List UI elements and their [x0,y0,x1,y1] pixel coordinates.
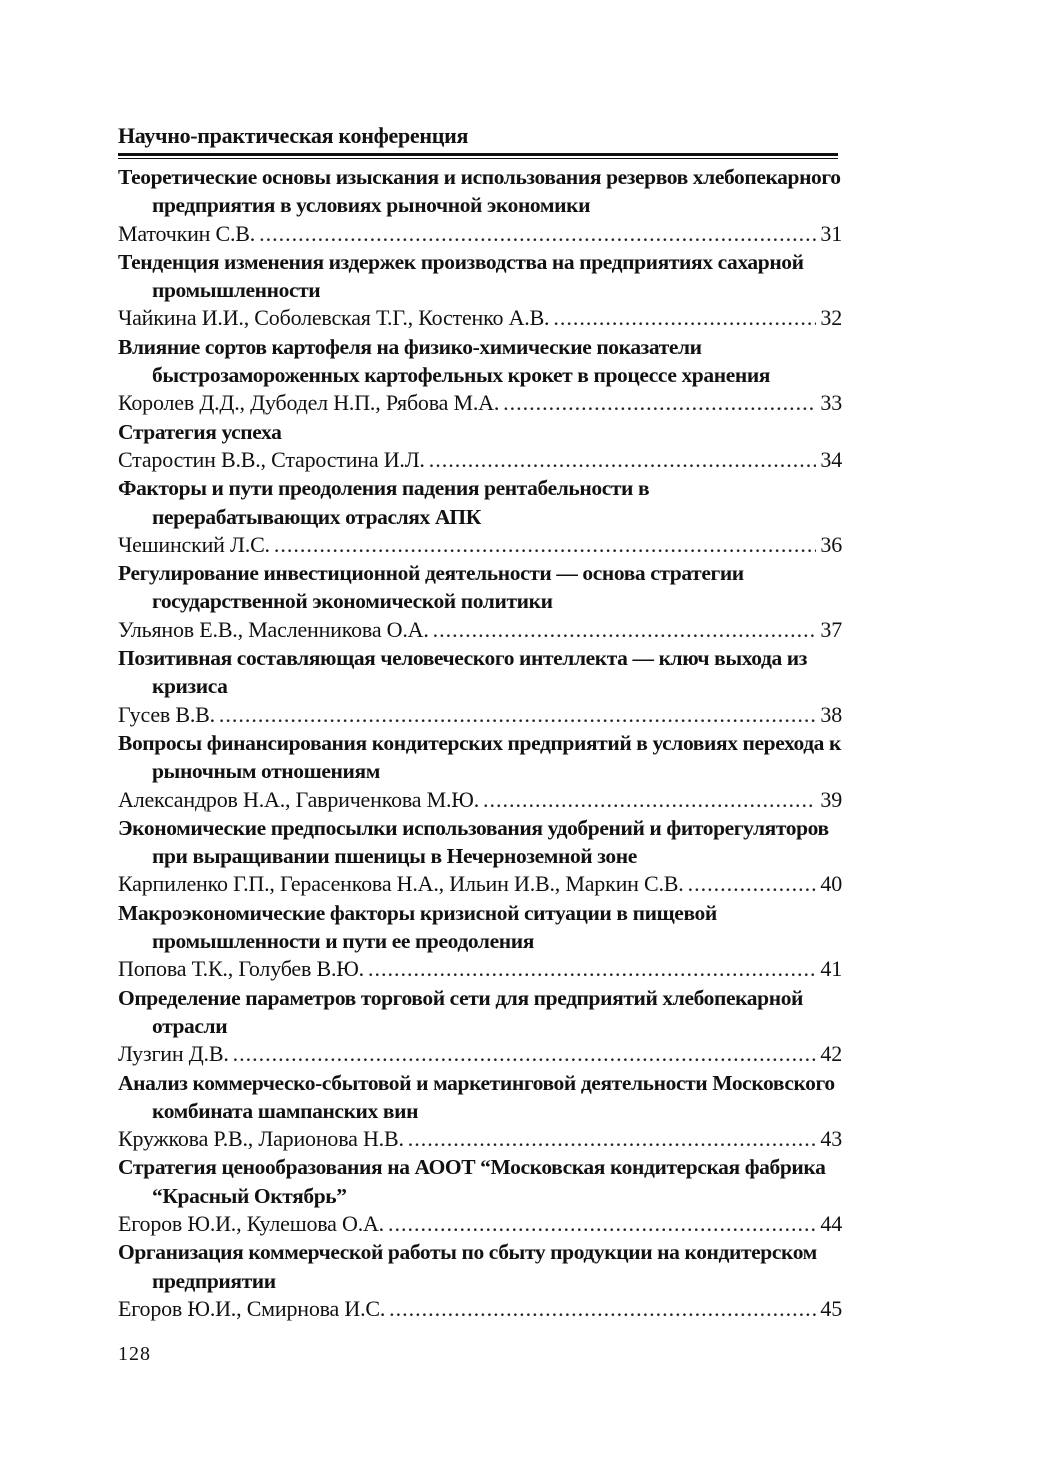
page-number: 128 [118,1343,151,1365]
toc-entry-author-line [118,786,842,814]
dot-leader [408,1125,817,1153]
toc-entry-page: 41 [820,956,842,982]
toc-entry-title: Определение параметров торговой сети для предприятий хлебопекарной отрасли [118,985,804,1038]
toc-entry-page: 37 [820,616,842,642]
toc-entry-page: 33 [820,390,842,416]
toc-entry-authors: Чайкина И.И., Соболевская Т.Г., Костенко А.В. [118,305,550,331]
toc-entry-page: 40 [820,871,842,897]
toc-entry [118,559,842,644]
toc-entry-title: Экономические предпосылки использования удобрений и фиторегуляторов при выращивании пшеницы в Нечерноземной зоне [118,815,829,869]
toc-entry-title: Регулирование инвестиционной деятельности — основа стратегии государственной экономической политики [118,561,744,614]
dot-leader [259,220,816,248]
toc-entry-author-line [118,1295,842,1323]
toc-entry-title: Позитивная составляющая человеческого интеллекта — ключ выхода из кризиса [118,646,808,699]
toc-entry-author-line [118,701,842,729]
dot-leader [219,701,816,729]
toc-entry-page: 38 [820,701,842,727]
toc-entry-title: Факторы и пути преодоления падения рентабельности в перерабатывающих отраслях АПК [118,476,650,529]
toc-entry-title: Стратегия ценообразования на АООТ “Московская кондитерская фабрика “Красный Октябрь” [118,1155,826,1208]
dot-leader [233,1040,817,1068]
toc-entry-author-line [118,1040,842,1068]
toc-entry [118,814,842,899]
toc-entry-author-line [118,870,842,898]
toc-entry-authors: Королев Д.Д., Дубодел Н.П., Рябова М.А. [118,390,500,416]
conference-title: Научно-практическая конференция [118,123,469,148]
toc-entry-authors: Кружкова Р.В., Ларионова Н.В. [118,1126,404,1152]
toc-entry-author-line [118,955,842,983]
toc-entry [118,1069,842,1154]
toc-entry-page: 32 [820,305,842,331]
toc-entry-title: Тенденция изменения издержек производства на предприятиях сахарной промышленности [118,249,804,303]
dot-leader [503,389,816,417]
toc-entry-author-line [118,220,842,248]
toc-entry-author-line [118,446,842,474]
toc-entry [118,984,842,1069]
toc-entry-author-line [118,531,842,559]
toc-entry-title: Теоретические основы изыскания и использования резервов хлебопекарного предприятия в условиях рыночной экономики [118,165,841,218]
toc-entry-title: Вопросы финансирования кондитерских предприятий в условиях перехода к рыночным отношениям [118,730,841,784]
dot-leader [429,446,817,474]
toc-entry [118,729,842,814]
toc-entry [118,1238,842,1323]
toc-entry-page: 36 [820,531,842,557]
toc-entry [118,333,842,418]
dot-leader [389,1295,816,1323]
dot-leader [368,955,816,983]
toc-entry-page: 34 [820,446,842,472]
toc-entry-author-line [118,304,842,332]
toc-entry [118,474,842,559]
toc-entry-authors: Гусев В.В. [118,701,215,727]
dot-leader [274,531,817,559]
dot-leader [433,616,817,644]
toc-entry-author-line [118,616,842,644]
running-header [118,122,838,159]
toc-entry [118,418,842,475]
toc-entry-authors: Карпиленко Г.П., Герасенкова Н.А., Ильин И.В., Маркин С.В. [118,871,684,897]
dot-leader [553,304,816,332]
toc-entry-authors: Маточкин С.В. [118,220,256,246]
toc-entry-page: 43 [820,1126,842,1152]
toc-entry-page: 45 [820,1295,842,1321]
toc-entry [118,163,842,248]
toc-entry [118,248,842,333]
header-rule [118,153,838,159]
toc-entry [118,1153,842,1238]
toc-entry-authors: Егоров Ю.И., Кулешова О.А. [118,1210,384,1236]
toc-entry [118,644,842,729]
toc-entry-page: 39 [820,786,842,812]
toc-entry-page: 42 [820,1041,842,1067]
toc-entry-authors: Чешинский Л.С. [118,531,270,557]
toc-entry-authors: Лузгин Д.В. [118,1041,229,1067]
toc-entry-page: 44 [820,1210,842,1236]
toc-entry-page: 31 [820,220,842,246]
toc-entry-authors: Старостин В.В., Старостина И.Л. [118,446,425,472]
toc-entry-author-line [118,1210,842,1238]
toc-entry-title: Стратегия успеха [118,419,282,444]
dot-leader [388,1210,816,1238]
toc-entry-title: Влияние сортов картофеля на физико-химические показатели быстрозамороженных картофельных крокет в процессе хранения [118,334,771,388]
toc-entry-authors: Александров Н.А., Гавриченкова М.Ю. [118,786,480,812]
toc-entry-title: Макроэкономические факторы кризисной ситуации в пищевой промышленности и пути ее преодоления [118,900,717,954]
toc-entry-author-line [118,389,842,417]
dot-leader [688,870,817,898]
table-of-contents [118,163,842,1323]
toc-entry-authors: Попова Т.К., Голубев В.Ю. [118,956,364,982]
toc-entry-title: Организация коммерческой работы по сбыту продукции на кондитерском предприятии [118,1240,817,1293]
toc-entry-author-line [118,1125,842,1153]
toc-entry-authors: Егоров Ю.И., Смирнова И.С. [118,1295,386,1321]
dot-leader [483,786,816,814]
toc-entry [118,899,842,984]
toc-entry-title: Анализ коммерческо-сбытовой и маркетинговой деятельности Московского комбината шампанских вин [118,1070,835,1123]
toc-entry-authors: Ульянов Е.В., Масленникова О.А. [118,616,429,642]
